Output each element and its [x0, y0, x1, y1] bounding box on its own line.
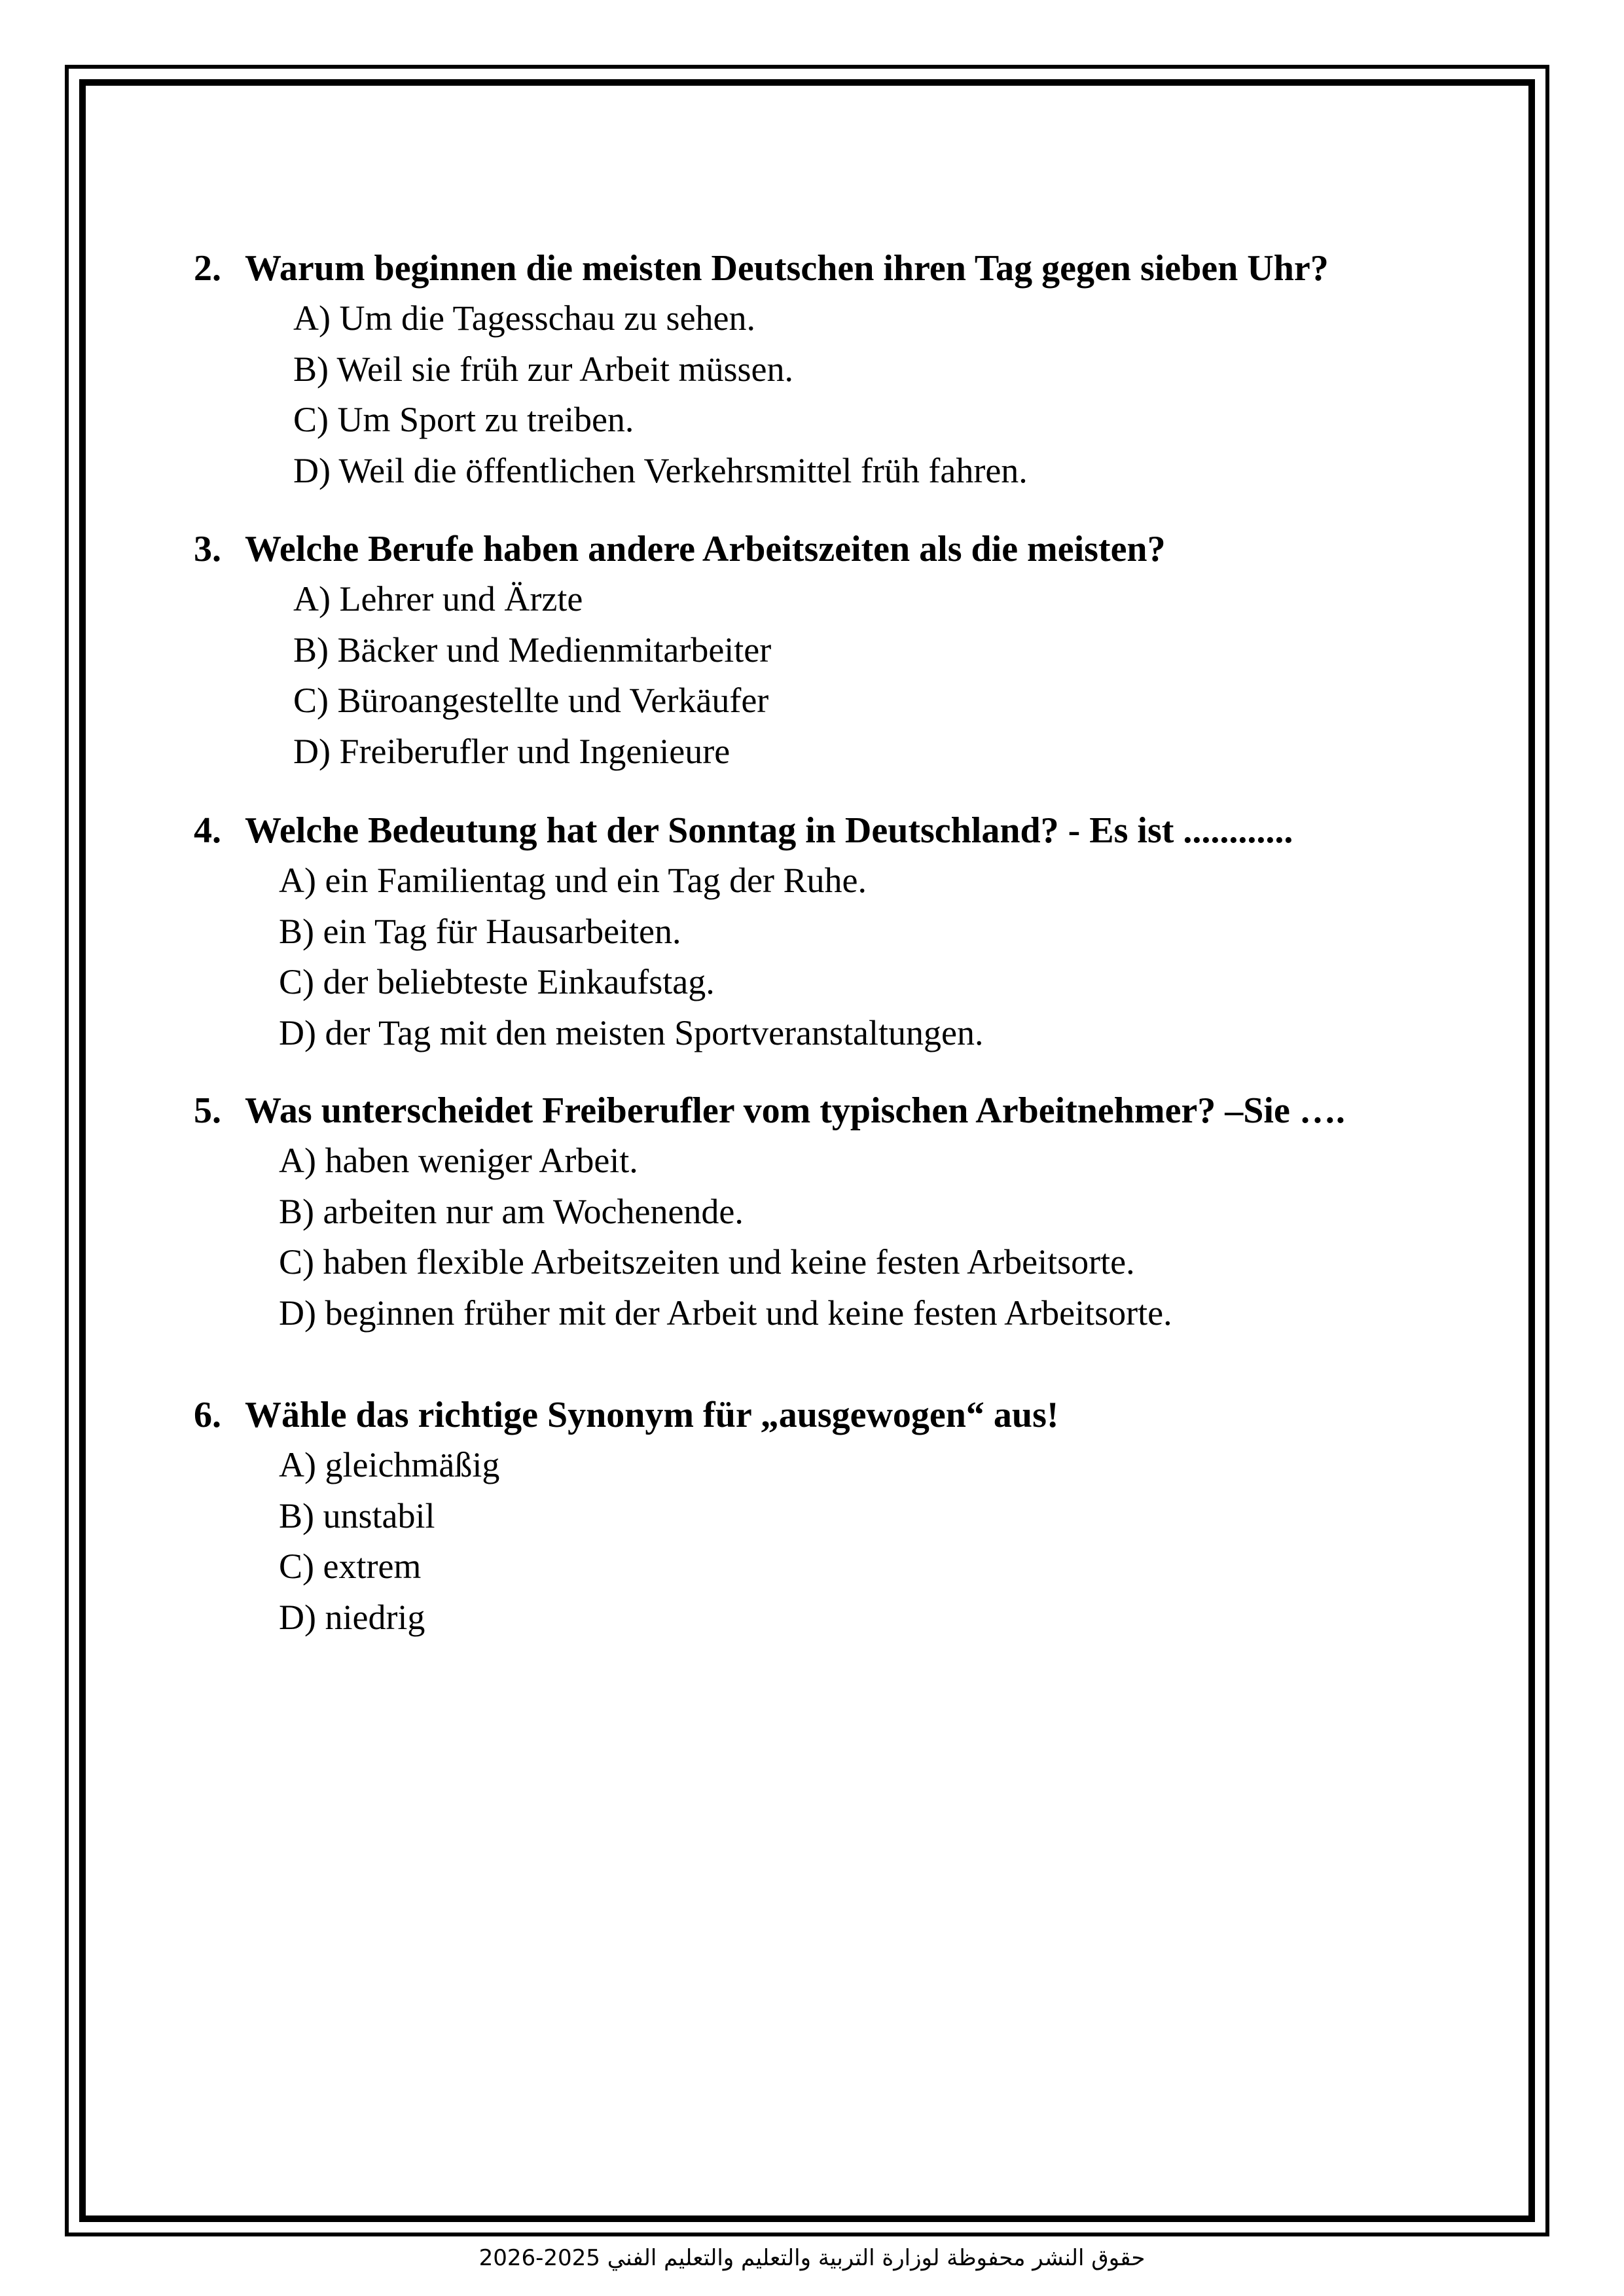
answer-option-d[interactable]: D) Freiberufler und Ingenieure [293, 731, 731, 771]
answer-option-d[interactable]: D) Weil die öffentlichen Verkehrsmittel früh fahren. [293, 450, 1028, 490]
question-6 [194, 1390, 1470, 1643]
copyright-footer: حقوق النشر محفوظة لوزارة التربية والتعليم والتعليم الفني 2025-2026 [478, 2245, 1146, 2271]
answer-option-a[interactable]: A) Lehrer und Ärzte [293, 579, 583, 619]
answer-option-a[interactable]: A) gleichmäßig [279, 1445, 500, 1484]
question-title [194, 806, 1470, 855]
answer-options [194, 1136, 1470, 1338]
answer-option-c[interactable]: C) extrem [279, 1547, 422, 1586]
question-4 [194, 806, 1470, 1058]
answer-option-d[interactable]: D) beginnen früher mit der Arbeit und keine festen Arbeitsorte. [279, 1293, 1172, 1333]
question-2 [194, 243, 1470, 496]
answer-option-a[interactable]: A) haben weniger Arbeit. [279, 1141, 638, 1180]
question-text: Welche Berufe haben andere Arbeitszeiten als die meisten? [245, 529, 1166, 569]
question-5 [194, 1086, 1470, 1338]
answer-option-b[interactable]: B) Weil sie früh zur Arbeit müssen. [293, 349, 794, 389]
question-number: 3. [194, 529, 221, 569]
answer-options [194, 293, 1470, 496]
question-number: 4. [194, 810, 221, 851]
answer-option-c[interactable]: C) haben flexible Arbeitszeiten und keine festen Arbeitsorte. [279, 1242, 1135, 1282]
answer-options [194, 855, 1470, 1058]
answer-option-b[interactable]: B) arbeiten nur am Wochenende. [279, 1191, 744, 1231]
answer-option-a[interactable]: A) ein Familientag und ein Tag der Ruhe. [279, 861, 867, 900]
answer-option-c[interactable]: C) Büroangestellte und Verkäufer [293, 681, 769, 720]
question-text: Warum beginnen die meisten Deutschen ihren Tag gegen sieben Uhr? [245, 248, 1329, 289]
question-title [194, 1086, 1470, 1136]
question-3 [194, 524, 1470, 777]
question-number: 2. [194, 248, 221, 289]
answer-option-d[interactable]: D) der Tag mit den meisten Sportveranstaltungen. [279, 1013, 984, 1052]
question-number: 5. [194, 1090, 221, 1131]
question-text: Welche Bedeutung hat der Sonntag in Deutschland? - Es ist ............ [245, 810, 1293, 851]
question-text: Was unterscheidet Freiberufler vom typischen Arbeitnehmer? –Sie …. [245, 1090, 1345, 1131]
answer-option-b[interactable]: B) ein Tag für Hausarbeiten. [279, 911, 681, 951]
question-title [194, 524, 1470, 574]
answer-option-a[interactable]: A) Um die Tagesschau zu sehen. [293, 298, 756, 338]
answer-options [194, 1440, 1470, 1643]
question-number: 6. [194, 1395, 221, 1435]
question-text: Wähle das richtige Synonym für „ausgewogen“ aus! [245, 1395, 1059, 1435]
answer-option-d[interactable]: D) niedrig [279, 1597, 425, 1637]
answer-option-c[interactable]: C) der beliebteste Einkaufstag. [279, 962, 715, 1001]
question-title [194, 1390, 1470, 1440]
answer-option-b[interactable]: B) Bäcker und Medienmitarbeiter [293, 630, 772, 670]
answer-options [194, 574, 1470, 777]
question-title [194, 243, 1470, 293]
answer-option-c[interactable]: C) Um Sport zu treiben. [293, 400, 634, 439]
answer-option-b[interactable]: B) unstabil [279, 1496, 435, 1535]
